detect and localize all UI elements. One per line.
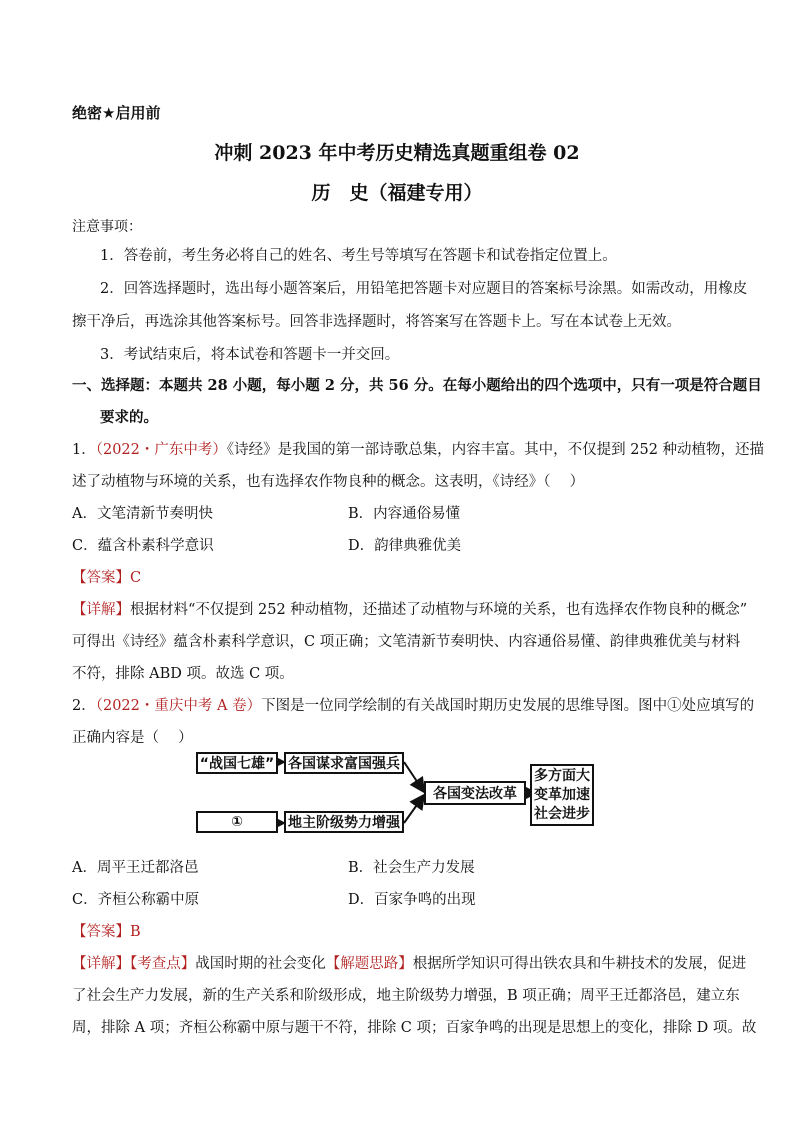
q2-option-b: B．社会生产力发展 (348, 860, 475, 876)
question-source: （2022・重庆中考 A 卷） (95, 698, 262, 714)
diagram-box-landlord-class: 地主阶级势力增强 (284, 811, 404, 833)
diagram-box-reforms: 各国变法改革 (424, 781, 526, 805)
explanation-text: 根据材料“不仅提到 252 种动植物，还描述了动植物与环境的关系，也有选择农作物良种的概念” (130, 602, 748, 618)
answer-label: 【答案】 (72, 924, 130, 940)
q2-answer (72, 922, 141, 942)
note-item-2-line2: 擦干净后，再选涂其他答案标号。回答非选择题时，将答案写在答题卡上。写在本试卷上无效。 (72, 314, 681, 330)
question-number: 1． (72, 442, 96, 458)
answer-value: B (130, 924, 141, 940)
note-item-3: 3．考试结束后，将本试卷和答题卡一并交回。 (100, 347, 400, 363)
question-1-stem-cont: 述了动植物与环境的关系，也有选择农作物良种的概念。这表明，《诗经》（ ） (72, 474, 585, 490)
section1-heading: 一、选择题：本题共 28 小题，每小题 2 分，共 56 分。在每小题给出的四个选项中，只有一项是符合题目 (72, 377, 762, 394)
q2-option-a: A．周平王迁都洛邑 (72, 860, 199, 876)
diagram-box-blank-1: ① (196, 811, 278, 833)
explanation-label: 【详解】 (72, 602, 130, 618)
question-text: 下图是一位同学绘制的有关战国时期历史发展的思维导图。图中①处应填写的 (261, 698, 755, 714)
q1-answer (72, 568, 141, 588)
q2-option-d: D．百家争鸣的出现 (348, 892, 476, 908)
confidential-label: 绝密★启用前 (72, 104, 161, 122)
exam-title: 冲刺 2023 年中考历史精选真题重组卷 02 (214, 142, 580, 164)
q1-option-d: D．韵律典雅优美 (348, 538, 462, 554)
q2-explanation-line2: 了社会生产力发展，新的生产关系和阶级形成，地主阶级势力增强，B 项正确；周平王迁都洛邑，建立东 (72, 988, 740, 1004)
explanation-label: 【详解】【考查点】 (72, 956, 196, 972)
q1-option-a: A．文笔清新节奏明快 (72, 506, 213, 522)
question-number: 2． (72, 698, 96, 714)
exam-subtitle: 历 史（福建专用） (311, 182, 483, 204)
diagram-box-seven-states: “战国七雄” (196, 752, 278, 774)
answer-value: C (130, 570, 142, 586)
q2-option-c: C．齐桓公称霸中原 (72, 892, 200, 908)
question-text: 《诗经》是我国的第一部诗歌总集，内容丰富。其中，不仅提到 252 种动植物，还描 (226, 442, 765, 458)
q1-explanation-line3: 不符，排除 ABD 项。故选 C 项。 (72, 666, 294, 682)
q2-explanation (72, 954, 746, 974)
result-line-3: 社会进步 (534, 805, 590, 822)
question-2-stem-cont: 正确内容是（ ） (72, 730, 193, 746)
explanation-point: 战国时期的社会变化 (195, 956, 326, 972)
question-1-stem (72, 440, 764, 460)
result-line-2: 变革加速 (534, 786, 590, 803)
q1-explanation (72, 600, 747, 620)
notes-heading: 注意事项： (72, 219, 142, 235)
q1-option-c: C．蕴含朴素科学意识 (72, 538, 214, 554)
explanation-text: 根据所学知识可得出铁农具和牛耕技术的发展，促进 (412, 956, 747, 972)
arrow (404, 795, 424, 823)
explanation-label-2: 【解题思路】 (325, 956, 413, 972)
question-2-stem (72, 696, 754, 716)
question-source: （2022・广东中考） (95, 442, 227, 458)
section1-heading-cont: 要求的。 (100, 409, 158, 426)
note-item-1: 1．答卷前，考生务必将自己的姓名、考生号等填写在答题卡和试卷指定位置上。 (100, 248, 617, 264)
q1-explanation-line2: 可得出《诗经》蕴含朴素科学意识，C 项正确；文笔清新节奏明快、内容通俗易懂、韵律典雅优美与材料 (72, 634, 741, 650)
arrow (404, 762, 424, 792)
answer-label: 【答案】 (72, 570, 130, 586)
q2-explanation-line3: 周，排除 A 项；齐桓公称霸中原与题干不符，排除 C 项；百家争鸣的出现是思想上的变化，排除 D 项。故 (72, 1020, 757, 1036)
diagram-box-result (530, 764, 594, 826)
note-item-2-line1: 2．回答选择题时，选出每小题答案后，用铅笔把答题卡对应题目的答案标号涂黑。如需改动，用橡皮 (100, 281, 748, 297)
q1-option-b: B．内容通俗易懂 (348, 506, 461, 522)
result-line-1: 多方面大 (534, 767, 590, 784)
diagram-box-rich-strong: 各国谋求富国强兵 (284, 752, 404, 774)
